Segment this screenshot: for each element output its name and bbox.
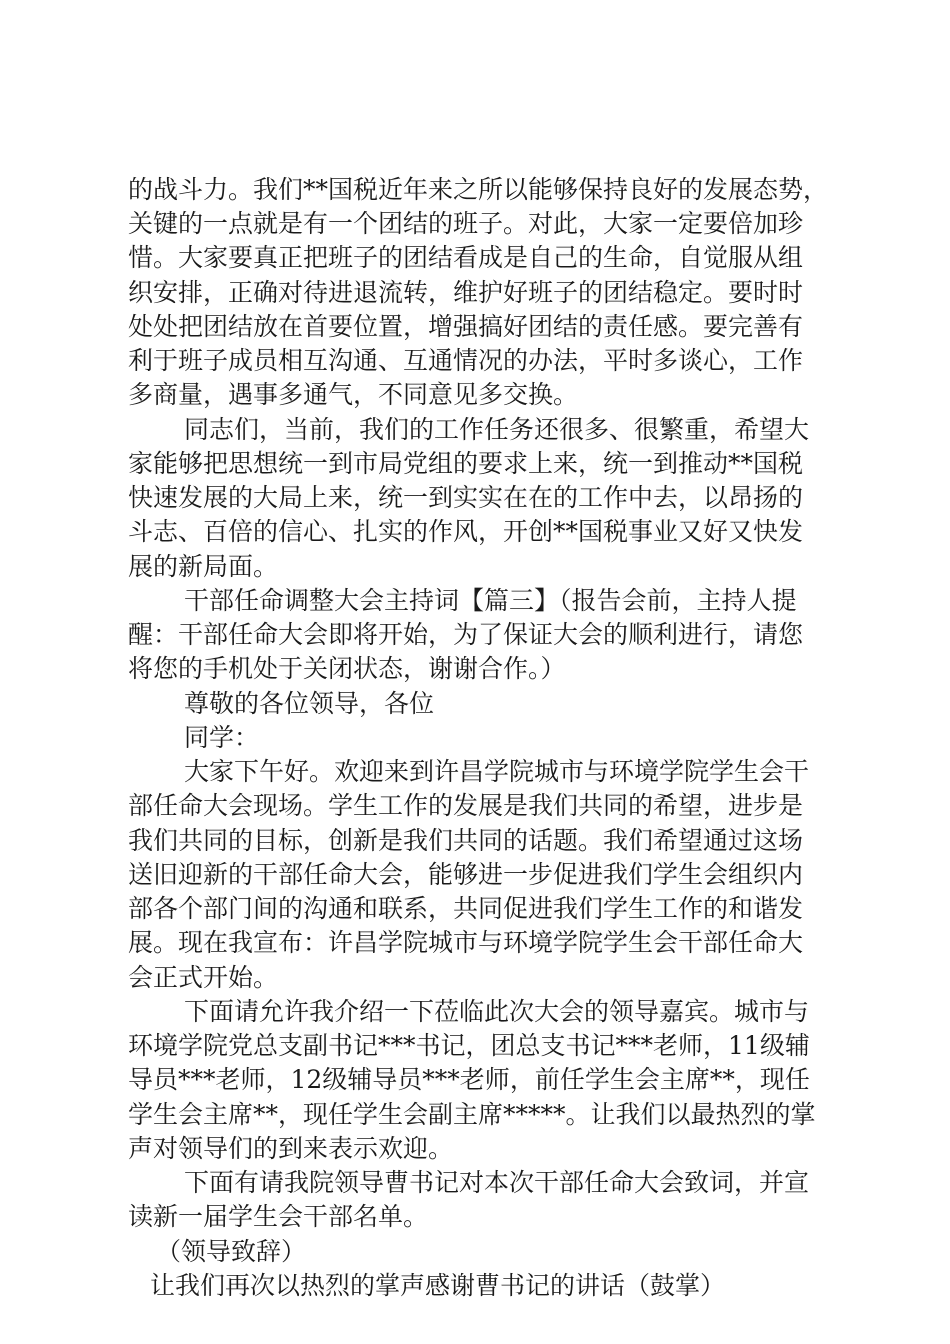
text-line: 家能够把思想统一到市局党组的要求上来，统一到推动**国税 (128, 449, 804, 478)
text-line: 会正式开始。 (128, 963, 279, 992)
text-line: 多商量，遇事多通气，不同意见多交换。 (128, 380, 579, 409)
paragraph-first-line: 大家下午好。欢迎来到许昌学院城市与环境学院学生会干 (184, 757, 810, 786)
text-line: 让我们再次以热烈的掌声感谢曹书记的讲话（鼓掌） (150, 1271, 726, 1300)
text-line: 处处把团结放在首要位置，增强搞好团结的责任感。要完善有 (128, 312, 804, 341)
text-line: 的战斗力。我们**国税近年来之所以能够保持良好的发展态势， (128, 175, 829, 204)
text-line: 送旧迎新的干部任命大会，能够进一步促进我们学生会组织内 (128, 860, 804, 889)
text-line: 快速发展的大局上来，统一到实实在在的工作中去，以昂扬的 (128, 483, 804, 512)
text-line: 部各个部门间的沟通和联系，共同促进我们学生工作的和谐发 (128, 894, 804, 923)
text-line: 展。现在我宣布：许昌学院城市与环境学院学生会干部任命大 (128, 928, 804, 957)
text-line: 将您的手机处于关闭状态，谢谢合作。） (128, 654, 566, 683)
stage-direction: （领导致辞） (156, 1237, 307, 1266)
text-line: 织安排，正确对待进退流转，维护好班子的团结稳定。要时时 (128, 278, 804, 307)
text-line: 醒：干部任命大会即将开始，为了保证大会的顺利进行，请您 (128, 620, 804, 649)
text-line: 学生会主席**，现任学生会副主席*****。让我们以最热烈的掌 (128, 1100, 816, 1129)
paragraph-first-line: 尊敬的各位领导，各位 (184, 689, 435, 718)
text-line: 导员***老师，12级辅导员***老师，前任学生会主席**，现任 (128, 1065, 810, 1094)
text-line: 斗志、百倍的信心、扎实的作风，开创**国税事业又好又快发 (128, 517, 804, 546)
text-line: 部任命大会现场。学生工作的发展是我们共同的希望，进步是 (128, 791, 804, 820)
paragraph-first-line: 同志们，当前，我们的工作任务还很多、很繁重，希望大 (184, 415, 810, 444)
text-line: 读新一届学生会干部名单。 (128, 1202, 429, 1231)
text-line: 展的新局面。 (128, 552, 279, 581)
paragraph-first-line: 干部任命调整大会主持词【篇三】（报告会前，主持人提 (184, 586, 797, 615)
text-line: 环境学院党总支副书记***书记，团总支书记***老师，11级辅 (128, 1031, 810, 1060)
text-line: 关键的一点就是有一个团结的班子。对此，大家一定要倍加珍 (128, 209, 804, 238)
text-line: 我们共同的目标，创新是我们共同的话题。我们希望通过这场 (128, 826, 804, 855)
text-line: 声对领导们的到来表示欢迎。 (128, 1134, 454, 1163)
text-line: 惜。大家要真正把班子的团结看成是自己的生命，自觉服从组 (128, 243, 804, 272)
paragraph-first-line: 下面有请我院领导曹书记对本次干部任命大会致词，并宣 (184, 1168, 810, 1197)
paragraph-first-line: 同学： (184, 723, 260, 752)
paragraph-first-line: 下面请允许我介绍一下莅临此次大会的领导嘉宾。城市与 (184, 997, 810, 1026)
text-line: 利于班子成员相互沟通、互通情况的办法，平时多谈心，工作 (128, 346, 804, 375)
